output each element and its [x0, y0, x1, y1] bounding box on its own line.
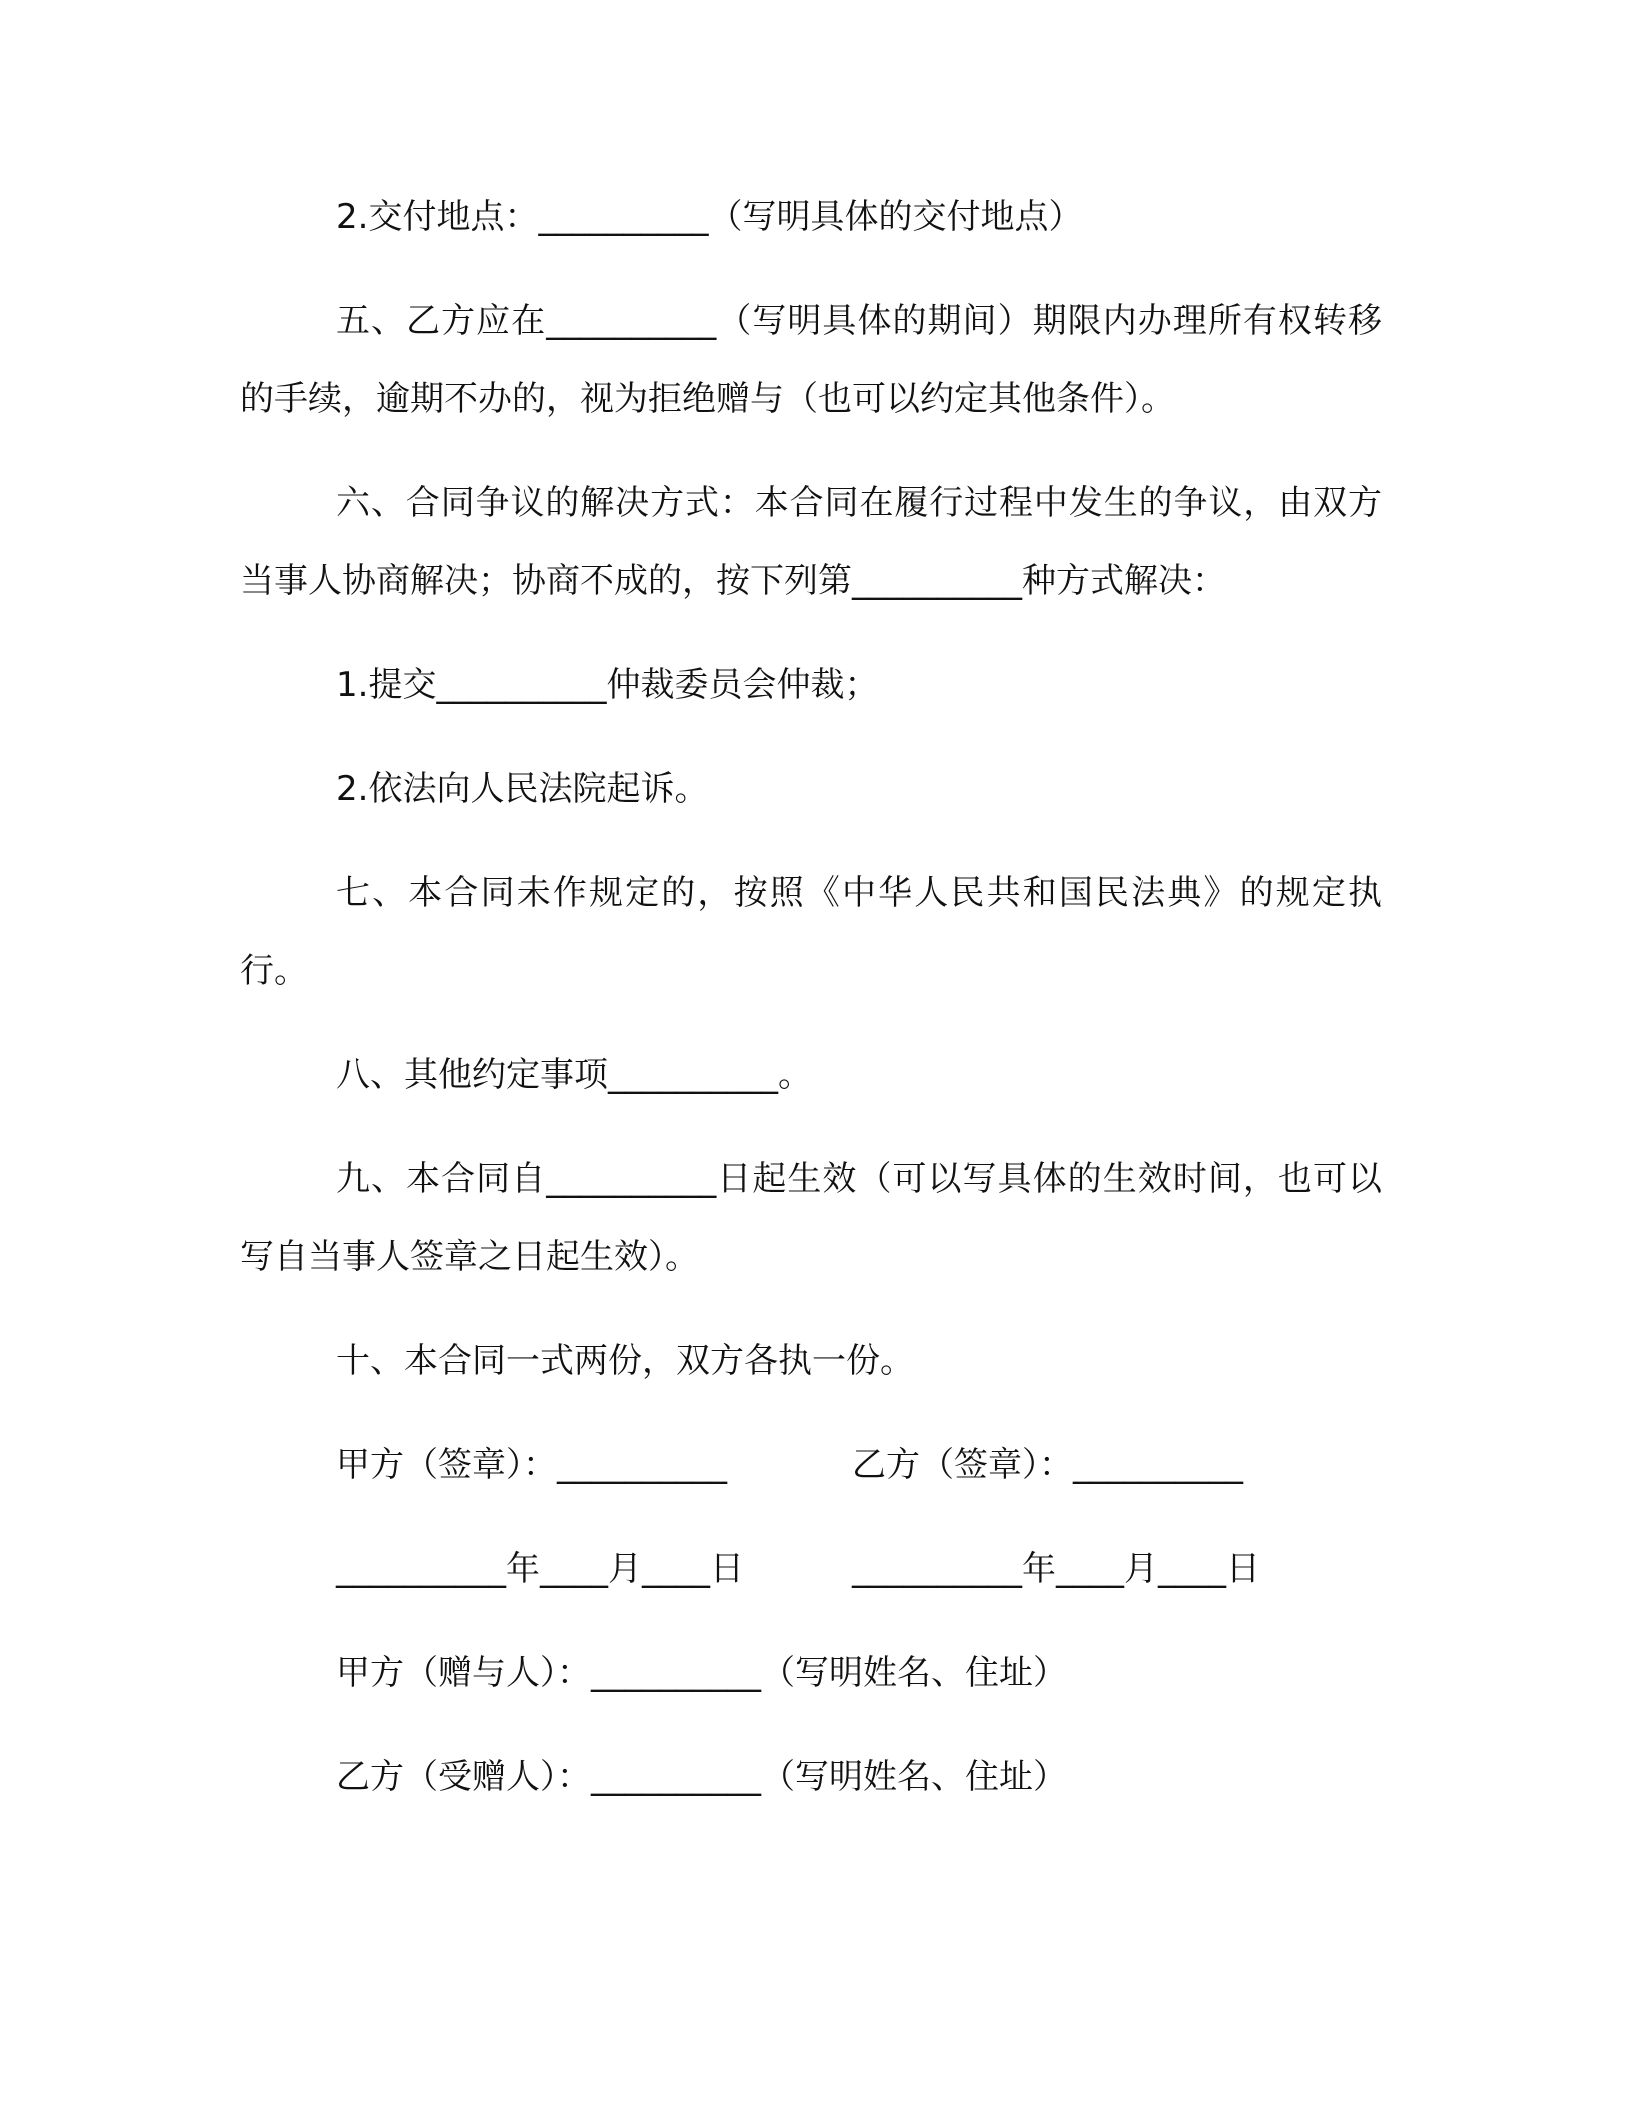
clause-9-effective-date: 九、本合同自__________日起生效（可以写具体的生效时间，也可以写自当事人签章之日起生效）。 [240, 1159, 1382, 1277]
party-a-signature: 甲方（签章）：__________ [336, 1445, 727, 1485]
clause-6-2-litigation: 2.依法向人民法院起诉。 [336, 769, 709, 809]
party-a-date: __________年____月____日 [336, 1549, 744, 1589]
party-b-date: __________年____月____日 [852, 1549, 1260, 1589]
clause-8-other-matters: 八、其他约定事项__________。 [336, 1055, 812, 1095]
party-b-signature: 乙方（签章）：__________ [852, 1445, 1243, 1485]
signature-date-row [240, 1530, 1382, 1608]
donee-info: 乙方（受赠人）：__________（写明姓名、住址） [336, 1757, 1067, 1797]
clause-4-2-delivery-place: 2.交付地点：__________（写明具体的交付地点） [336, 197, 1083, 237]
clause-7-governing-law: 七、本合同未作规定的，按照《中华人民共和国民法典》的规定执行。 [240, 873, 1382, 991]
document-page [240, 178, 1382, 1842]
clause-6-1-arbitration: 1.提交__________仲裁委员会仲裁； [336, 665, 879, 705]
clause-6-dispute-resolution: 六、合同争议的解决方式：本合同在履行过程中发生的争议，由双方当事人协商解决；协商不成的，按下列第__________种方式解决： [240, 483, 1382, 601]
signature-row [240, 1426, 1382, 1504]
clause-10-copies: 十、本合同一式两份，双方各执一份。 [336, 1341, 914, 1381]
donor-info: 甲方（赠与人）：__________（写明姓名、住址） [336, 1653, 1067, 1693]
clause-5-title-transfer: 五、乙方应在__________（写明具体的期间）期限内办理所有权转移的手续，逾期不办的，视为拒绝赠与（也可以约定其他条件）。 [240, 301, 1382, 419]
